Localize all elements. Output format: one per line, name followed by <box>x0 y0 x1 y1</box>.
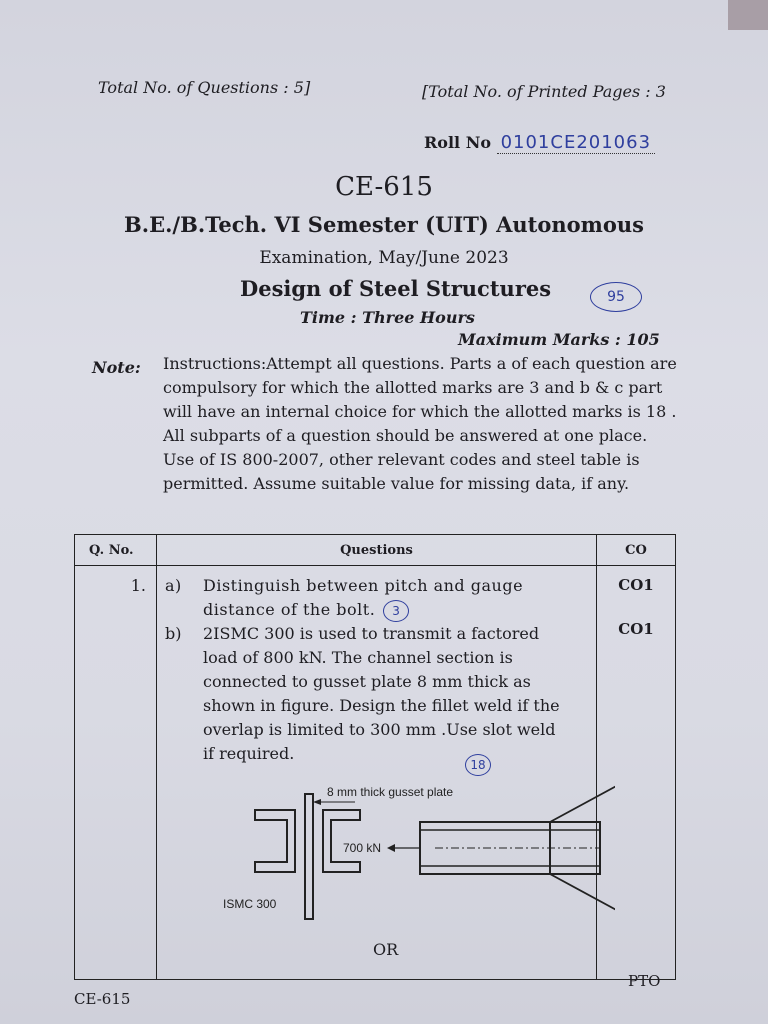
col-questions: Questions <box>157 535 597 566</box>
channel-connection-figure <box>195 784 615 934</box>
degree-title: B.E./B.Tech. VI Semester (UIT) Autonomous <box>124 212 644 237</box>
roll-number <box>424 132 655 153</box>
question-body <box>157 566 597 980</box>
left-channel <box>255 810 295 872</box>
gusset-arrowhead <box>313 799 321 805</box>
table-header-row <box>75 535 676 566</box>
col-co: CO <box>597 535 676 566</box>
roll-value-handwritten: 0101CE201063 <box>497 132 655 154</box>
co-part-a: CO1 <box>618 576 654 594</box>
note-label: Note: <box>92 358 141 377</box>
part-a-text: Distinguish between pitch and gauge distance of the bolt. <box>203 576 524 619</box>
subject-title: Design of Steel Structures <box>240 276 552 301</box>
section-label: ISMC 300 <box>223 897 277 911</box>
load-label: 700 kN <box>343 841 382 855</box>
load-arrowhead <box>387 844 395 852</box>
max-marks: Maximum Marks : 105 <box>458 330 660 349</box>
note-instructions: Instructions:Attempt all questions. Parts a of each question are compulsory for which the allotted marks are 3 and b & c part will have an internal choice for which the allotted marks is 18 . All subparts of a question should be answered at one place. <box>163 354 677 445</box>
pto: PTO <box>628 972 661 990</box>
paper-code: CE-615 <box>335 172 433 202</box>
question-number: 1. <box>75 566 157 980</box>
part-b-label: b) <box>165 624 182 643</box>
table-row <box>75 566 676 980</box>
total-pages: [Total No. of Printed Pages : 3 <box>422 82 666 101</box>
exam-session: Examination, May/June 2023 <box>259 248 509 268</box>
part-a-mark: 3 <box>383 600 409 622</box>
part-a-label: a) <box>165 576 182 595</box>
background-edge <box>728 0 768 30</box>
roll-label: Roll No <box>424 133 491 152</box>
co-part-b: CO1 <box>618 620 654 638</box>
part-b-mark: 18 <box>465 754 491 776</box>
col-qno: Q. No. <box>75 535 157 566</box>
or-separator: OR <box>373 940 399 959</box>
gusset-plate-section <box>305 794 313 919</box>
note-body <box>163 352 688 496</box>
questions-table <box>74 534 676 980</box>
exam-time: Time : Three Hours <box>300 308 475 327</box>
marks-obtained-circle: 95 <box>590 282 642 312</box>
footer-code: CE-615 <box>74 990 131 1008</box>
part-b <box>165 622 563 766</box>
part-b-text: 2ISMC 300 is used to transmit a factored load of 800 kN. The channel section is connected to gusset plate 8 mm thick as shown in figure. Design the fillet weld if the overlap is limited to 300 mm .Use slot weld if required. <box>203 624 560 763</box>
gusset-label: 8 mm thick gusset plate <box>327 785 454 799</box>
total-questions: Total No. of Questions : 5] <box>98 78 311 97</box>
part-a <box>165 574 557 622</box>
note-codes: Use of IS 800-2007, other relevant codes and steel table is permitted. Assume suitable value for missing data, if any. <box>163 450 640 493</box>
